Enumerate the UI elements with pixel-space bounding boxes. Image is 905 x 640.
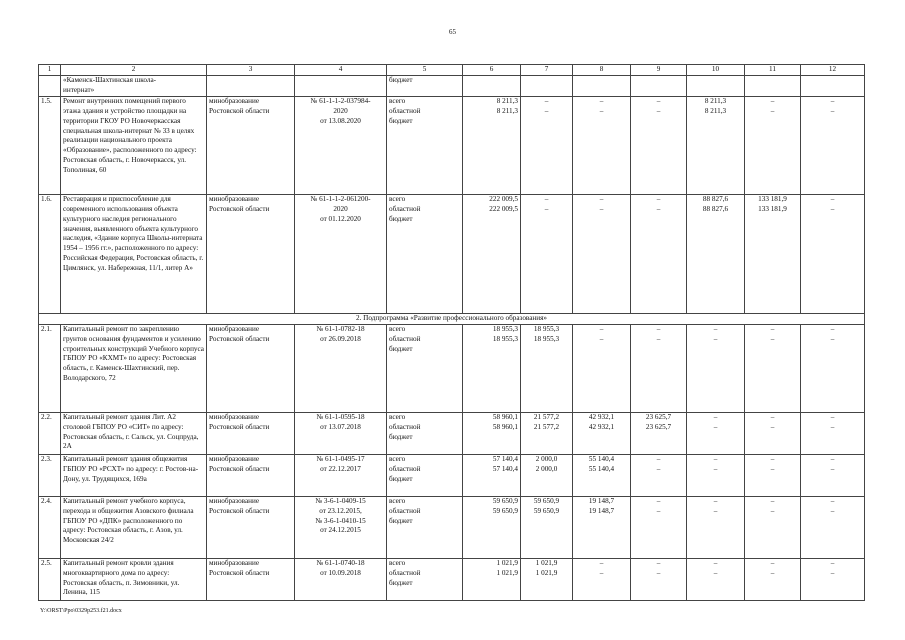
column-header: 11 (745, 65, 801, 76)
col-10: – – (687, 324, 745, 412)
row-document: № 61-1-0495-17 от 22.12.2017 (295, 454, 387, 496)
col-11: – – (745, 454, 801, 496)
column-header: 10 (687, 65, 745, 76)
row-fund: всего областной бюджет (387, 412, 463, 454)
row-name: «Каменск-Шахтинская школа- интернат» (61, 76, 207, 97)
row-ministry: минобразование Ростовской области (207, 194, 295, 313)
row-number: 2.5. (39, 558, 61, 600)
col-7: 2 000,0 2 000,0 (521, 454, 573, 496)
column-header: 7 (521, 65, 573, 76)
col-9: – – (631, 558, 687, 600)
col-11: 133 181,9 133 181,9 (745, 194, 801, 313)
row-document: № 3-6-1-0409-15 от 23.12.2015, № 3-6-1-0410-15 от 24.12.2015 (295, 496, 387, 558)
row-ministry: минобразование Ростовской области (207, 412, 295, 454)
col-6: 1 021,9 1 021,9 (463, 558, 521, 600)
column-header: 8 (573, 65, 631, 76)
col-7: – – (521, 194, 573, 313)
column-header: 6 (463, 65, 521, 76)
col-8: – – (573, 324, 631, 412)
col-7: 59 650,9 59 650,9 (521, 496, 573, 558)
row-ministry: минобразование Ростовской области (207, 496, 295, 558)
table-row (39, 96, 865, 194)
col-8: 42 932,1 42 932,1 (573, 412, 631, 454)
col-10: – – (687, 454, 745, 496)
row-fund: всего областной бюджет (387, 324, 463, 412)
col-8: 55 140,4 55 140,4 (573, 454, 631, 496)
col-7: 18 955,3 18 955,3 (521, 324, 573, 412)
row-document: № 61-1-0595-18 от 13.07.2018 (295, 412, 387, 454)
row-number: 2.1. (39, 324, 61, 412)
row-fund: всего областной бюджет (387, 194, 463, 313)
col-12: – – (801, 324, 865, 412)
section-row (39, 313, 865, 324)
col-9: – – (631, 194, 687, 313)
table-row (39, 454, 865, 496)
col-6: 18 955,3 18 955,3 (463, 324, 521, 412)
col-6: 8 211,3 8 211,3 (463, 96, 521, 194)
column-header: 3 (207, 65, 295, 76)
col-8: – – (573, 194, 631, 313)
page-number: 65 (449, 28, 456, 36)
col-10: – – (687, 412, 745, 454)
row-name: Капитальный ремонт кровли здания многоквартирного дома по адресу: Ростовская область, п. Зимовники, ул. Ленина, 115 (61, 558, 207, 600)
col-8: 19 148,7 19 148,7 (573, 496, 631, 558)
column-header: 1 (39, 65, 61, 76)
row-name: Капитальный ремонт здания общежития ГБПОУ РО «РСХТ» по адресу: г. Ростов-на-Дону, ул. Трудящихся, 169а (61, 454, 207, 496)
col-6: 57 140,4 57 140,4 (463, 454, 521, 496)
col-6: 58 960,1 58 960,1 (463, 412, 521, 454)
col-11: – – (745, 558, 801, 600)
col-11: – – (745, 96, 801, 194)
row-ministry: минобразование Ростовской области (207, 96, 295, 194)
column-header: 4 (295, 65, 387, 76)
col-6: 222 009,5 222 009,5 (463, 194, 521, 313)
column-header: 2 (61, 65, 207, 76)
col-9: – – (631, 496, 687, 558)
row-number: 2.3. (39, 454, 61, 496)
col-10: – – (687, 496, 745, 558)
column-header: 5 (387, 65, 463, 76)
row-fund: бюджет (387, 76, 463, 97)
col-7: – – (521, 96, 573, 194)
col-9: – – (631, 96, 687, 194)
row-number: 1.6. (39, 194, 61, 313)
col-12: – – (801, 412, 865, 454)
row-ministry: минобразование Ростовской области (207, 454, 295, 496)
col-12: – – (801, 194, 865, 313)
row-name: Капитальный ремонт учебного корпуса, перехода и общежития Азовского филиала ГБПОУ РО «ДПК» расположенного по адресу: Ростовская область, г. Азов, ул. Московская 24/2 (61, 496, 207, 558)
row-name: Капитальный ремонт здания Лит. А2 столовой ГБПОУ РО «СИТ» по адресу: Ростовская область, г. Сальск, ул. Соцпруда, 2А (61, 412, 207, 454)
col-6: 59 650,9 59 650,9 (463, 496, 521, 558)
row-number: 2.2. (39, 412, 61, 454)
column-header: 12 (801, 65, 865, 76)
table-row (39, 412, 865, 454)
col-11: – – (745, 324, 801, 412)
col-11: – – (745, 496, 801, 558)
col-9: – – (631, 454, 687, 496)
row-fund: всего областной бюджет (387, 496, 463, 558)
file-path-footer: Y:\ORST\Ppo\0329p253.f21.docx (40, 608, 122, 614)
row-name: Капитальный ремонт по закреплению грунтов основания фундаментов и усилению строительных конструкций Учебного корпуса ГБПОУ РО «КХМТ» по адресу: Ростовская область, г. Каменск-Шахтинский, пер. Володарского, 72 (61, 324, 207, 412)
col-12: – – (801, 496, 865, 558)
col-9: – – (631, 324, 687, 412)
row-name: Реставрация и приспособление для современного использования объекта культурного наследия регионального значения, выявленного объекта культурного наследия, «Здание корпуса Школы-интерната 1954 – 1956 гг.», расположенного по адресу: Российская Федерация, Ростовская область, г. Цимлянск, ул. Набережная, 11/1, литер А» (61, 194, 207, 313)
table-row (39, 194, 865, 313)
row-number: 1.5. (39, 96, 61, 194)
header-row (39, 65, 865, 76)
program-table (38, 64, 865, 601)
col-11: – – (745, 412, 801, 454)
row-document: № 61-1-1-2-037984- 2020 от 13.08.2020 (295, 96, 387, 194)
col-10: 88 827,6 88 827,6 (687, 194, 745, 313)
table-row (39, 324, 865, 412)
row-fund: всего областной бюджет (387, 454, 463, 496)
column-header: 9 (631, 65, 687, 76)
col-10: 8 211,3 8 211,3 (687, 96, 745, 194)
row-fund: всего областной бюджет (387, 558, 463, 600)
col-12: – – (801, 454, 865, 496)
row-ministry: минобразование Ростовской области (207, 558, 295, 600)
section-title: 2. Подпрограмма «Развитие профессионального образования» (39, 313, 865, 324)
row-ministry: минобразование Ростовской области (207, 324, 295, 412)
table-row (39, 558, 865, 600)
col-8: – – (573, 558, 631, 600)
col-12: – – (801, 96, 865, 194)
row-document: № 61-1-0782-18 от 26.09.2018 (295, 324, 387, 412)
col-12: – – (801, 558, 865, 600)
row-name: Ремонт внутренних помещений первого этажа здания и устройство площадки на территории ГКОУ РО Новочеркасская специальная школа-интернат № 33 в целях реализации национального проекта «Образование», расположенного по адресу: Ростовская область, г. Новочеркасск, ул. Тополиная, 60 (61, 96, 207, 194)
col-7: 21 577,2 21 577,2 (521, 412, 573, 454)
col-9: 23 625,7 23 625,7 (631, 412, 687, 454)
row-document: № 61-1-0740-18 от 10.09.2018 (295, 558, 387, 600)
table-row (39, 76, 865, 97)
row-number: 2.4. (39, 496, 61, 558)
row-fund: всего областной бюджет (387, 96, 463, 194)
row-document: № 61-1-1-2-061200- 2020 от 01.12.2020 (295, 194, 387, 313)
col-10: – – (687, 558, 745, 600)
col-8: – – (573, 96, 631, 194)
table-row (39, 496, 865, 558)
col-7: 1 021,9 1 021,9 (521, 558, 573, 600)
